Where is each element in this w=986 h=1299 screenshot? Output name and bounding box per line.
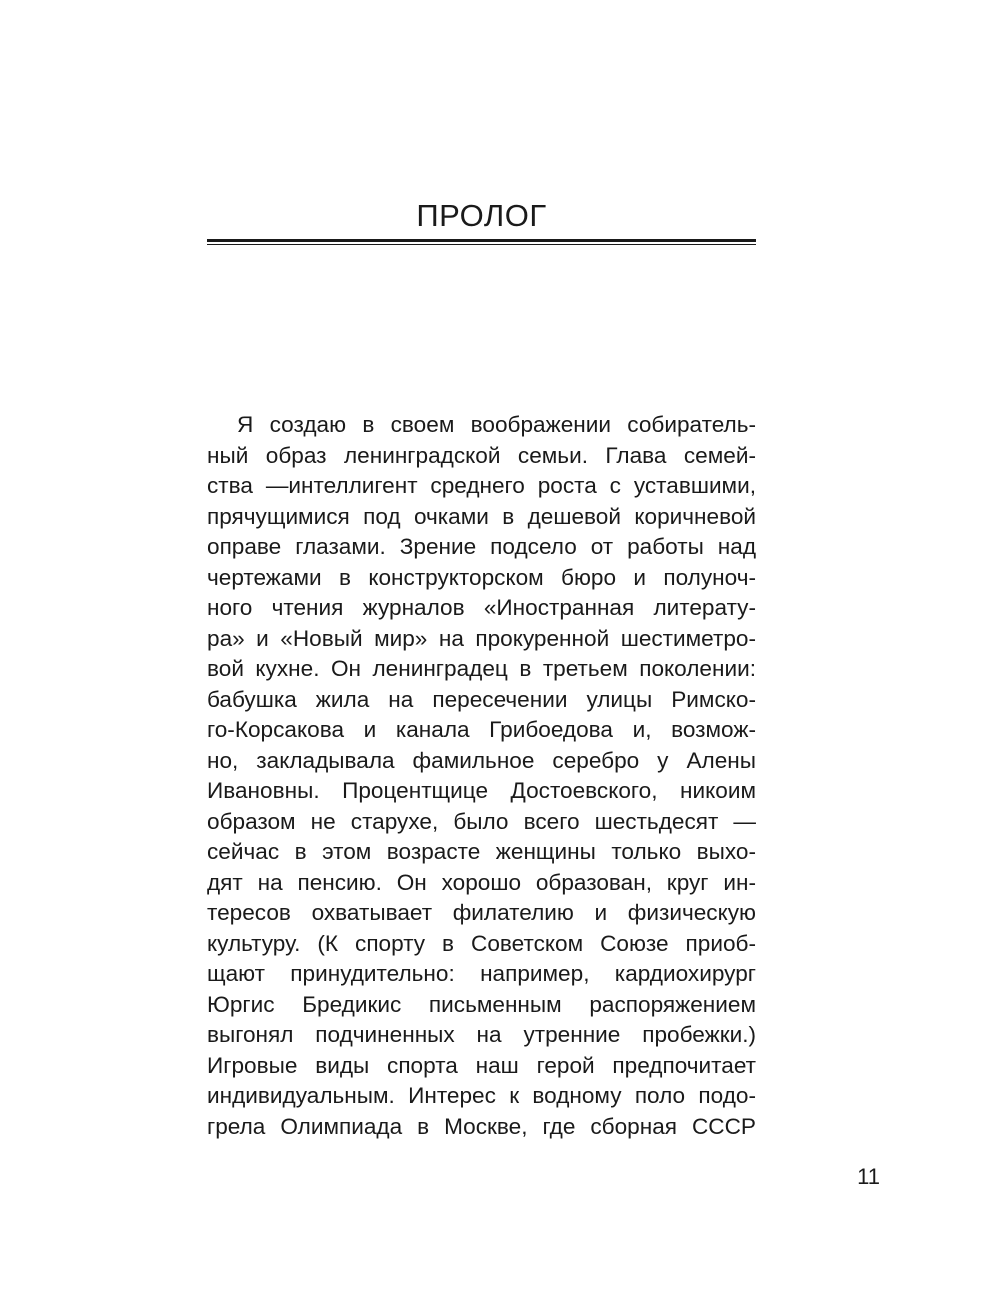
text-line: вой кухне. Он ленинградец в третьем поколении: (207, 656, 756, 681)
text-line: ства —интеллигент среднего роста с уставшими, (207, 473, 756, 498)
text-line: чертежами в конструкторском бюро и полуноч- (207, 564, 756, 590)
text-line: го-Корсакова и канала Грибоедова и, возмож- (207, 717, 756, 742)
text-line: сейчас в этом возрасте женщины только выхо- (207, 839, 756, 864)
text-line: бабушка жила на пересечении улицы Римско- (207, 686, 756, 712)
chapter-title: ПРОЛОГ (416, 198, 547, 233)
text-line: ра» и «Новый мир» на прокуренной шестиметро- (207, 625, 756, 651)
text-line: дят на пенсию. Он хорошо образован, круг ин- (207, 869, 756, 895)
title-rule-thick (207, 239, 756, 242)
text-line: но, закладывала фамильное серебро у Алены (207, 747, 756, 773)
text-line: ный образ ленинградской семьи. Глава семей- (207, 442, 756, 468)
text-line: оправе глазами. Зрение подсело от работы над (207, 534, 756, 559)
text-line: Юргис Бредикис письменным распоряжением (207, 991, 756, 1017)
text-line: щают принудительно: например, кардиохирург (207, 961, 756, 986)
text-line: грела Олимпиада в Москве, где сборная СССР (207, 1113, 756, 1139)
text-line: выгонял подчиненных на утренние пробежки.) (207, 1022, 756, 1047)
text-line: образом не старухе, было всего шестьдесят — (207, 808, 756, 834)
text-line: тересов охватывает филателию и физическую (207, 900, 756, 925)
text-line: ного чтения журналов «Иностранная литерату- (207, 595, 756, 620)
text-line: Игровые виды спорта наш герой предпочитает (207, 1052, 756, 1078)
text-line: Ивановны. Процентщице Достоевского, никоим (207, 778, 756, 803)
text-line: культуру. (К спорту в Советском Союзе приоб- (207, 930, 756, 956)
page-number: 11 (857, 1164, 880, 1189)
title-rule-thin (207, 244, 756, 245)
body-text (207, 410, 756, 1142)
text-line: индивидуальным. Интерес к водному поло подо- (207, 1083, 756, 1108)
text-line: прячущимися под очками в дешевой коричневой (207, 503, 756, 529)
text-line: Я создаю в своем воображении собиратель- (237, 412, 756, 437)
